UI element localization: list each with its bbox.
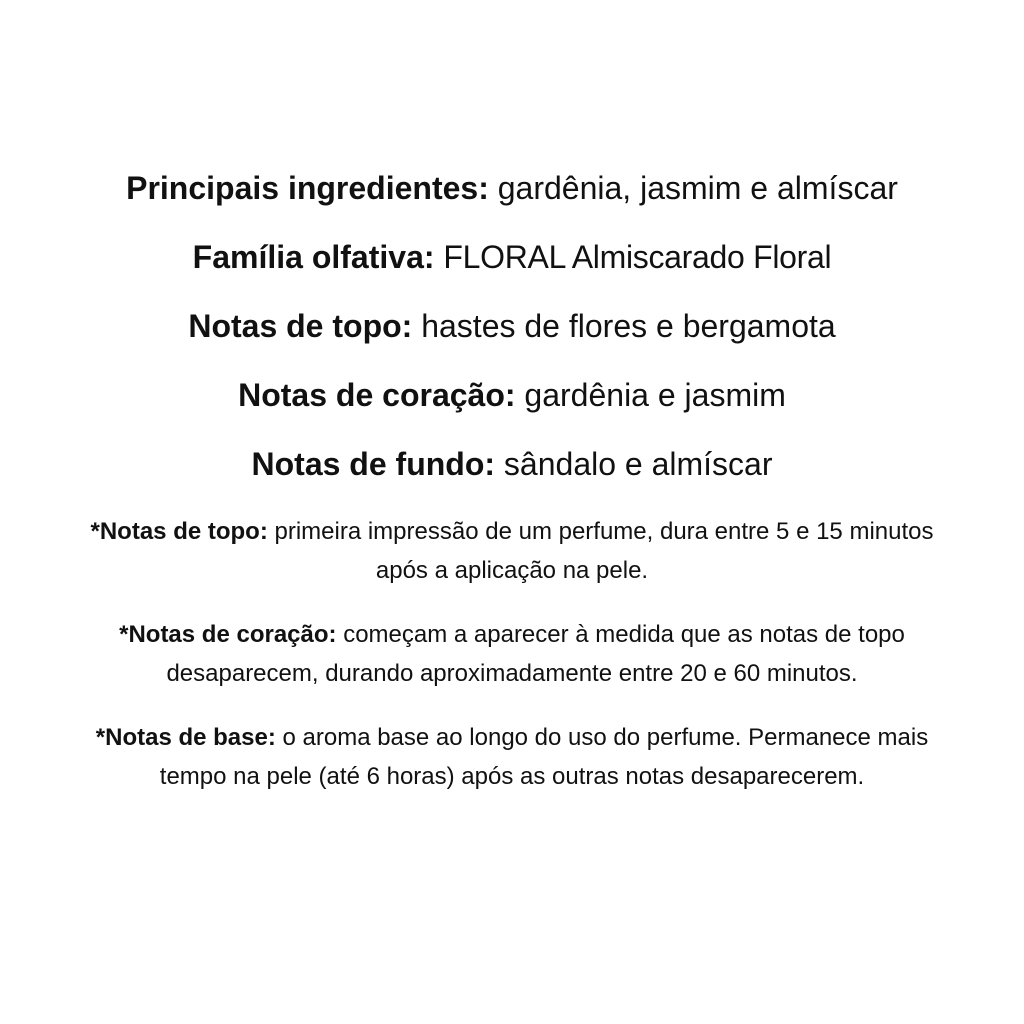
base-notes-label: Notas de fundo: [251, 446, 496, 482]
base-notes-explanation [62, 718, 962, 796]
heart-notes-explanation [62, 615, 962, 693]
top-notes-explanation-text: primeira impressão de um perfume, dura entre 5 e 15 minutos após a aplicação na pele. [274, 518, 934, 584]
heart-notes-label: Notas de coração: [238, 377, 516, 413]
main-ingredients-line [0, 168, 1024, 208]
top-notes-line [0, 306, 1024, 346]
olfactory-family-label: Família olfativa: [192, 239, 435, 275]
top-notes-explanation [62, 512, 962, 590]
heart-notes-explanation-text: começam a aparecer à medida que as notas de topo desaparecem, durando aproximadamente entre 20 e 60 minutos. [166, 621, 905, 687]
base-notes-explanation-text: o aroma base ao longo do uso do perfume. Permanece mais tempo na pele (até 6 horas) após as outras notas desaparecerem. [159, 724, 929, 790]
heart-notes-value: gardênia e jasmim [524, 377, 786, 413]
notes-explanations [0, 512, 1024, 796]
base-notes-line [0, 444, 1024, 484]
perfume-description [0, 168, 1024, 821]
olfactory-family-value: FLORAL Almiscarado Floral [443, 239, 832, 275]
top-notes-value: hastes de flores e bergamota [421, 308, 836, 344]
top-notes-label: Notas de topo: [188, 308, 413, 344]
base-notes-value: sândalo e almíscar [503, 446, 773, 482]
main-ingredients-label: Principais ingredientes: [126, 170, 489, 206]
main-ingredients-value: gardênia, jasmim e almíscar [497, 170, 898, 206]
base-notes-explanation-label: *Notas de base: [95, 724, 276, 751]
olfactory-family-line [0, 237, 1024, 277]
heart-notes-explanation-label: *Notas de coração: [119, 621, 337, 648]
top-notes-explanation-label: *Notas de topo: [90, 518, 268, 545]
heart-notes-line [0, 375, 1024, 415]
